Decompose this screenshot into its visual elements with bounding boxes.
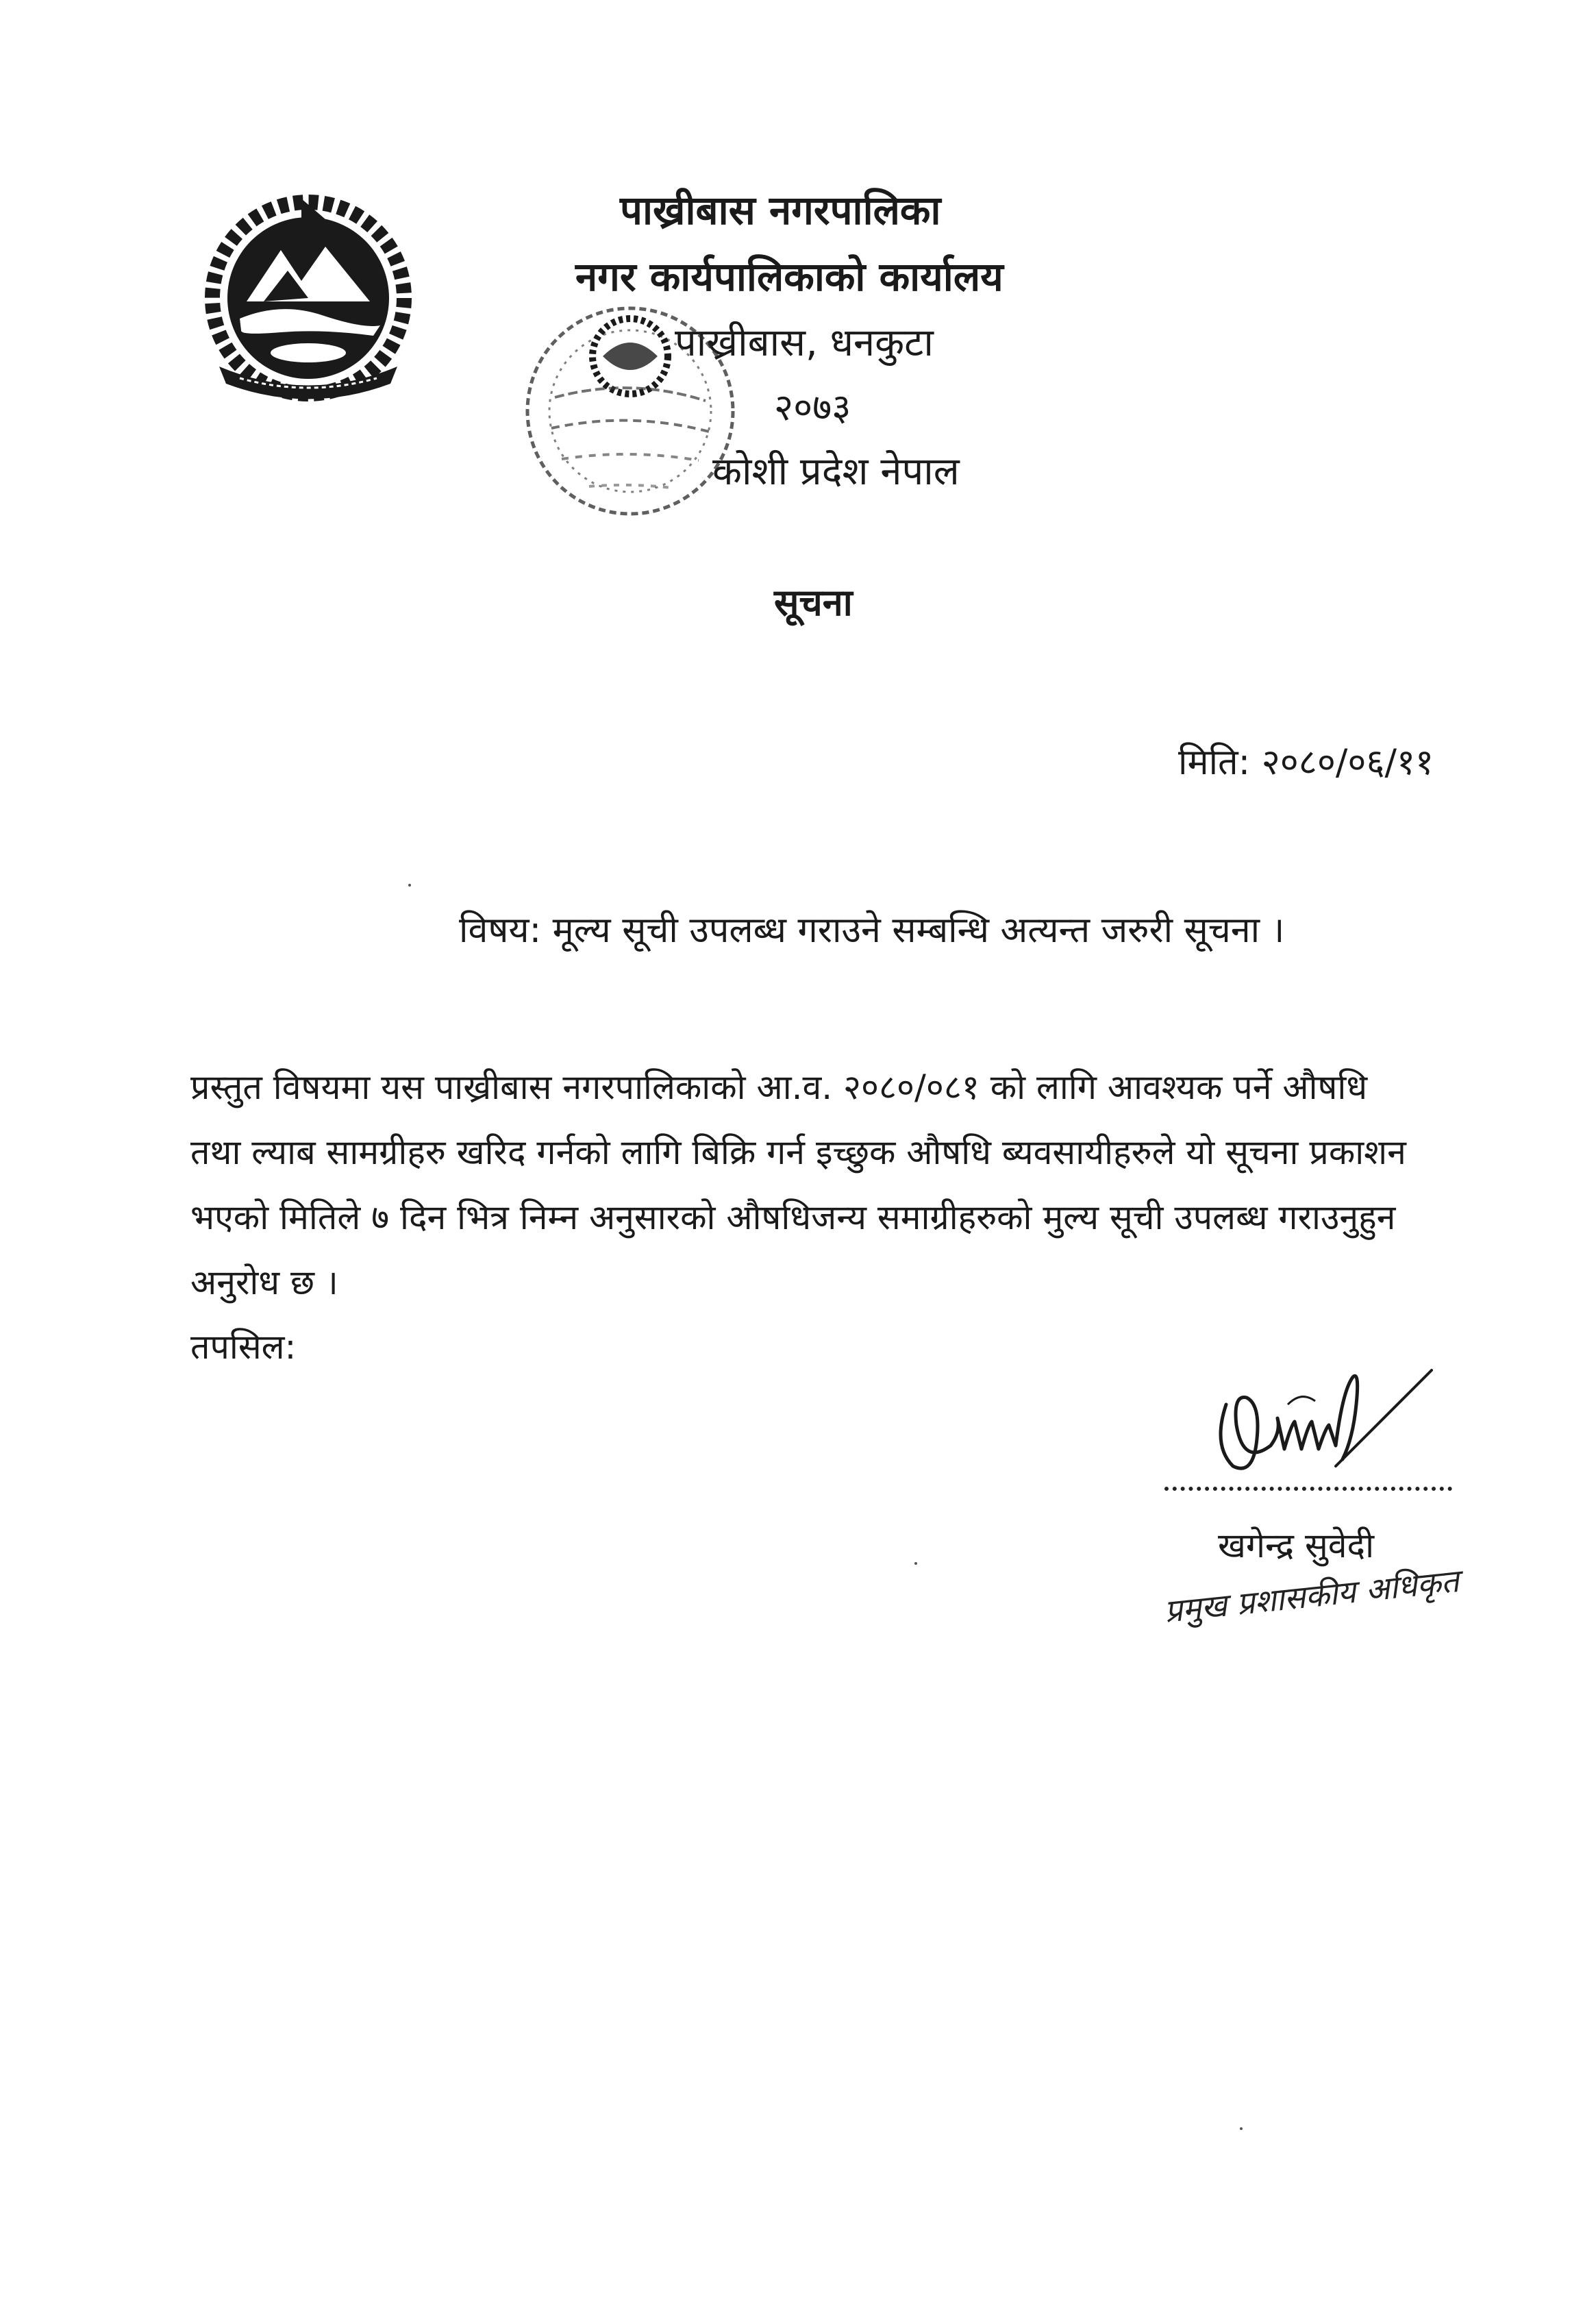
body-line: तथा ल्याब सामग्रीहरु खरिद गर्नको लागि बिक्रि गर्न इच्छुक औषधि ब्यवसायीहरुले यो सूचना प्रकाशन <box>190 1132 1406 1172</box>
office-seal-stamp-icon <box>514 281 747 541</box>
province-name: कोशी प्रदेश नेपाल <box>712 449 960 494</box>
notice-body <box>190 1055 1458 1315</box>
body-line: प्रस्तुत विषयमा यस पाख्रीबास नगरपालिकाको आ.व. २०८०/०८१ को लागि आवश्यक पर्ने औषधि <box>190 1067 1368 1107</box>
office-address: पाख्रीबास, धनकुटा <box>675 321 934 365</box>
details-label: तपसिल: <box>190 1327 297 1367</box>
body-line: भएको मितिले ७ दिन भित्र निम्न अनुसारको औषधिजन्य समाग्रीहरुको मुल्य सूची उपलब्ध गराउनुहुन <box>190 1198 1396 1237</box>
handwritten-signature-icon <box>1206 1363 1438 1500</box>
notice-date: मिति: २०८०/०६/११ <box>1178 742 1434 783</box>
signatory-title: प्रमुख प्रशासकीय अधिकृत <box>1162 1562 1461 1630</box>
scan-speck <box>914 1562 917 1565</box>
signature-line <box>1164 1487 1452 1491</box>
established-year: २०७३ <box>774 386 851 429</box>
signatory-name: खगेन्द्र सुवेदी <box>1218 1526 1375 1565</box>
scan-speck <box>408 884 411 887</box>
body-line: अनुरोध छ । <box>190 1263 338 1302</box>
notice-title: सूचना <box>774 581 853 624</box>
nepal-government-emblem-icon <box>199 185 418 404</box>
notice-subject: विषय: मूल्य सूची उपलब्ध गराउने सम्बन्धि अत्यन्त जरुरी सूचना । <box>459 910 1285 951</box>
scan-speck <box>1240 2127 1243 2130</box>
office-name: नगर कार्यपालिकाको कार्यालय <box>575 253 1003 300</box>
municipality-name: पाख्रीबास नगरपालिका <box>620 187 941 234</box>
